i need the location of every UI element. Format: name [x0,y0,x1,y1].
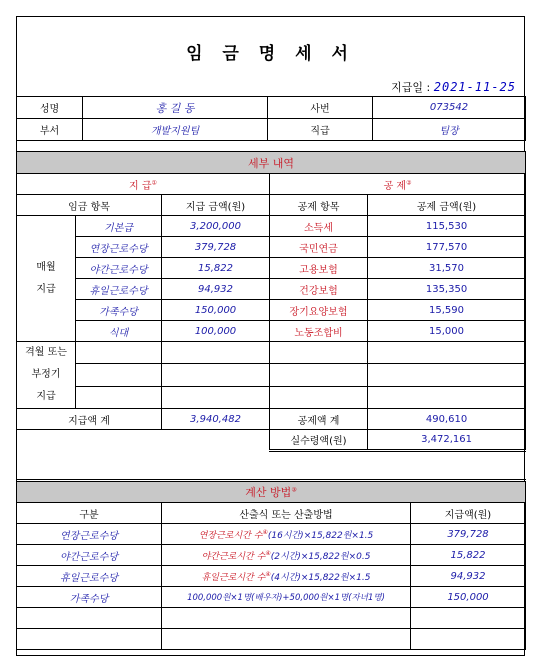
table-row [17,237,526,258]
pay-item: 휴일근로수당 [76,279,162,300]
empty-cell [411,608,526,629]
table-row [17,321,526,342]
empty-cell [162,386,270,408]
total-pay: 3,940,482 [162,409,270,430]
name-label: 성명 [17,97,83,119]
table-row [17,258,526,279]
col-deduct-item: 공제 항목 [270,195,368,216]
col-pay-item: 임금 항목 [17,195,162,216]
deduct-item: 국민연금 [270,237,368,258]
empty-cell [270,386,368,408]
pay-date-label: 지급일 : [391,81,431,94]
table-row [17,342,526,364]
deduct-amount: 15,000 [368,321,526,342]
dept-label: 부서 [17,119,83,141]
employee-id: 073542 [373,97,526,119]
monthly-label: 매월 지급 [17,216,76,342]
table-row [17,216,526,237]
empty-cell [76,342,162,364]
pay-date [391,79,516,95]
employee-name: 홍 길 동 [83,97,268,119]
col-deduct-amount: 공제 금액(원) [368,195,526,216]
empty-cell [162,342,270,364]
deduct-item: 소득세 [270,216,368,237]
table-row [17,566,526,587]
empty-cell [162,629,411,650]
empty-cell [76,386,162,408]
calc-method: 야간근로시간 수④(2시간)×15,822원×0.5 [162,545,411,566]
document-title: 임 금 명 세 서 [186,44,355,64]
pay-item: 식대 [76,321,162,342]
rank-label: 직급 [268,119,373,141]
deduct-amount: 115,530 [368,216,526,237]
pay-amount: 379,728 [162,237,270,258]
deduct-amount: 15,590 [368,300,526,321]
empty-cell [270,342,368,364]
deduct-header: 공 제② [270,174,526,195]
pay-item: 야간근로수당 [76,258,162,279]
empty-cell [162,364,270,386]
pay-amount: 15,822 [162,258,270,279]
deduct-amount: 177,570 [368,237,526,258]
deduct-amount: 31,570 [368,258,526,279]
empty-cell [270,364,368,386]
pay-header: 지 급① [17,174,270,195]
col-amount: 지급액(원) [411,503,526,524]
pay-item: 가족수당 [76,300,162,321]
calc-item: 휴일근로수당 [17,566,162,587]
calc-amount: 379,728 [411,524,526,545]
employee-dept: 개발지원팀 [83,119,268,141]
pay-amount: 3,200,000 [162,216,270,237]
deduct-item: 노동조합비 [270,321,368,342]
calc-method: 연장근로시간 수④(16시간)×15,822원×1.5 [162,524,411,545]
calc-item: 가족수당 [17,587,162,608]
table-row [17,545,526,566]
pay-item: 연장근로수당 [76,237,162,258]
calc-amount: 150,000 [411,587,526,608]
table-row [17,279,526,300]
total-pay-label: 지급액 계 [17,409,162,430]
employee-rank: 팀장 [373,119,526,141]
pay-amount: 150,000 [162,300,270,321]
empty-cell [17,608,162,629]
deduct-amount: 135,350 [368,279,526,300]
pay-amount: 94,932 [162,279,270,300]
empty-cell [162,608,411,629]
empty-cell [368,386,526,408]
net-pay-label: 실수령액(원) [270,430,368,451]
total-deduct: 490,610 [368,409,526,430]
deduct-item: 건강보험 [270,279,368,300]
col-item: 구분 [17,503,162,524]
calc-section-title: 계산 방법③ [17,481,526,503]
calc-item: 연장근로수당 [17,524,162,545]
col-method: 산출식 또는 산출방법 [162,503,411,524]
pay-date-value: 2021-11-25 [433,80,516,94]
empty-cell [76,364,162,386]
col-pay-amount: 지급 금액(원) [162,195,270,216]
details-section-title: 세부 내역 [17,152,526,174]
pay-amount: 100,000 [162,321,270,342]
calc-amount: 15,822 [411,545,526,566]
pay-statement [16,16,525,656]
spacer [17,430,270,451]
deduct-item: 고용보험 [270,258,368,279]
table-row [17,364,526,386]
deduct-item: 장기요양보험 [270,300,368,321]
calc-amount: 94,932 [411,566,526,587]
empty-cell [411,629,526,650]
empty-cell [368,364,526,386]
irregular-label: 격월 또는 부정기 지급 [17,342,76,409]
table-row [17,608,526,629]
total-deduct-label: 공제액 계 [270,409,368,430]
table-row [17,587,526,608]
table-row [17,524,526,545]
table-row [17,386,526,408]
calc-table [16,479,526,650]
table-row [17,300,526,321]
calc-item: 야간근로수당 [17,545,162,566]
net-pay: 3,472,161 [368,430,526,451]
calc-method: 100,000원×1명(배우자)+50,000원×1명(자녀1명) [162,587,411,608]
details-table [16,151,526,452]
id-label: 사번 [268,97,373,119]
employee-info-table [16,96,526,141]
calc-method: 휴일근로시간 수④(4시간)×15,822원×1.5 [162,566,411,587]
empty-cell [17,629,162,650]
table-row [17,629,526,650]
pay-item: 기본급 [76,216,162,237]
empty-cell [368,342,526,364]
